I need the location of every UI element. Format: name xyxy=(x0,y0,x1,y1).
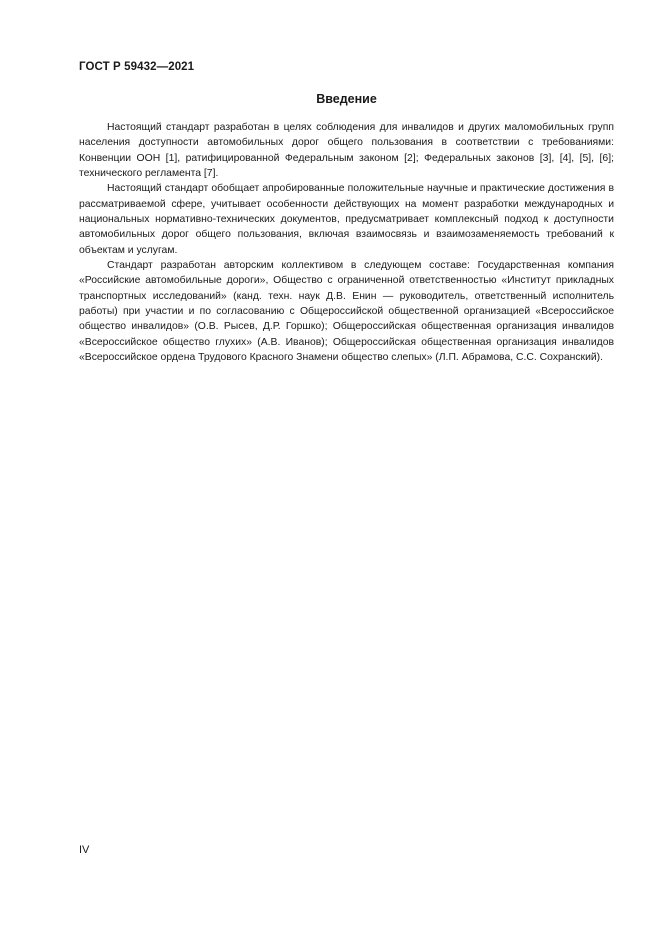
page-number: IV xyxy=(79,844,90,856)
section-title: Введение xyxy=(316,92,377,106)
document-body xyxy=(79,120,614,366)
paragraph-scope: Настоящий стандарт обобщает апробированные положительные научные и практические достижения в рассматриваемой сфере, учитывает особенности действующих на момент разработки международных и национальных нормативно-технических документов, предусматривает комплексный подход к доступности автомобильных дорог общего пользования, включая взаимосвязь и взаимозаменяемость требований к объектам и услугам. xyxy=(79,183,614,256)
paragraph-purpose: Настоящий стандарт разработан в целях соблюдения для инвалидов и других маломобильных групп населения доступности автомобильных дорог общего пользования в соответствии с требованиями: Конвенции ООН [1], ратифицированной Федеральным законом [2]; Федеральных законов [3], [4], [5], [6]; технического регламента [7]. xyxy=(79,122,614,180)
document-header: ГОСТ Р 59432—2021 xyxy=(79,61,195,73)
section-title-container xyxy=(0,92,661,106)
paragraph-authors: Стандарт разработан авторским коллективом в следующем составе: Государственная компания «Российские автомобильные дороги», Общество с ограниченной ответственностью «Институт прикладных транспортных исследований» (канд. техн. наук Д.В. Енин — руководитель, ответственный исполнитель работы) при участии и по согласованию с Общероссийской общественной организацией «Всероссийское общество инвалидов» (О.В. Рысев, Д.Р. Горшко); Общероссийская общественная организация инвалидов «Всероссийское общество глухих» (А.В. Иванов); Общероссийская общественная организация инвалидов «Всероссийское ордена Трудового Красного Знамени общество слепых» (Л.П. Абрамова, С.С. Сохранский). xyxy=(79,260,614,364)
